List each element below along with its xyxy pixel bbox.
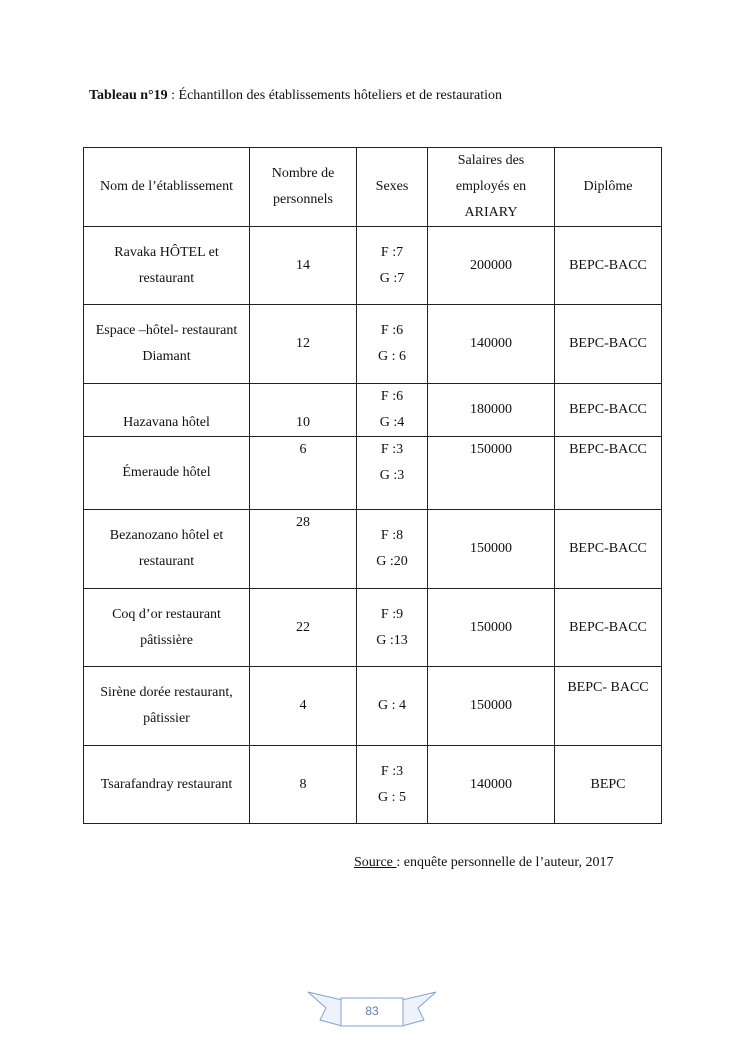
- cell-salary: 150000: [428, 510, 555, 589]
- cell-count: 8: [250, 746, 357, 824]
- cell-salary: 150000: [428, 437, 555, 510]
- cell-sexes: F :6 G :4: [357, 384, 428, 437]
- cell-salary: 150000: [428, 667, 555, 746]
- table-row: [84, 589, 662, 667]
- cell-salary: 200000: [428, 227, 555, 305]
- table-caption: [89, 88, 502, 104]
- table-row: [84, 746, 662, 824]
- header-row: [84, 148, 662, 227]
- cell-sexes: G : 4: [357, 667, 428, 746]
- page-number: 83: [365, 1004, 379, 1018]
- cell-sexes: F :9 G :13: [357, 589, 428, 667]
- cell-count: 6: [250, 437, 357, 510]
- cell-sexes: F :8 G :20: [357, 510, 428, 589]
- cell-diploma: BEPC-BACC: [555, 589, 662, 667]
- cell-sexes: F :3 G :3: [357, 437, 428, 510]
- table-row: [84, 510, 662, 589]
- cell-diploma: BEPC-BACC: [555, 384, 662, 437]
- cell-salary: 140000: [428, 746, 555, 824]
- table-row: [84, 437, 662, 510]
- header-staff-count: Nombre de personnels: [250, 148, 357, 227]
- cell-sexes: F :6 G : 6: [357, 305, 428, 384]
- cell-name: Sirène dorée restaurant, pâtissier: [84, 667, 250, 746]
- caption-text: : Échantillon des établissements hôteliers et de restauration: [167, 88, 502, 103]
- establishments-table: [83, 147, 662, 824]
- header-salaries: Salaires des employés en ARIARY: [428, 148, 555, 227]
- cell-diploma: BEPC: [555, 746, 662, 824]
- header-diploma: Diplôme: [555, 148, 662, 227]
- cell-diploma: BEPC-BACC: [555, 510, 662, 589]
- cell-count: 4: [250, 667, 357, 746]
- cell-diploma: BEPC- BACC: [555, 667, 662, 746]
- table-row: [84, 667, 662, 746]
- cell-salary: 140000: [428, 305, 555, 384]
- cell-name: Émeraude hôtel: [84, 437, 250, 510]
- cell-count: 14: [250, 227, 357, 305]
- header-establishment: Nom de l’établissement: [84, 148, 250, 227]
- cell-count: 22: [250, 589, 357, 667]
- cell-name: Espace –hôtel- restaurant Diamant: [84, 305, 250, 384]
- cell-diploma: BEPC-BACC: [555, 227, 662, 305]
- cell-diploma: BEPC-BACC: [555, 305, 662, 384]
- header-sexes: Sexes: [357, 148, 428, 227]
- cell-name: Bezanozano hôtel et restaurant: [84, 510, 250, 589]
- cell-sexes: F :3 G : 5: [357, 746, 428, 824]
- table-row: [84, 384, 662, 437]
- cell-count: 28: [250, 510, 357, 589]
- cell-diploma: BEPC-BACC: [555, 437, 662, 510]
- table-row: [84, 305, 662, 384]
- source-text: : enquête personnelle de l’auteur, 2017: [396, 855, 614, 870]
- source-note: [354, 855, 614, 871]
- cell-name: Coq d’or restaurant pâtissière: [84, 589, 250, 667]
- cell-name: Ravaka HÔTEL et restaurant: [84, 227, 250, 305]
- caption-label: Tableau n°19: [89, 88, 168, 103]
- cell-name: Tsarafandray restaurant: [84, 746, 250, 824]
- cell-salary: 180000: [428, 384, 555, 437]
- cell-salary: 150000: [428, 589, 555, 667]
- cell-sexes: F :7 G :7: [357, 227, 428, 305]
- source-label: Source: [354, 855, 397, 870]
- table-row: [84, 227, 662, 305]
- cell-count: 12: [250, 305, 357, 384]
- cell-count: 10: [250, 384, 357, 437]
- cell-name: Hazavana hôtel: [84, 384, 250, 437]
